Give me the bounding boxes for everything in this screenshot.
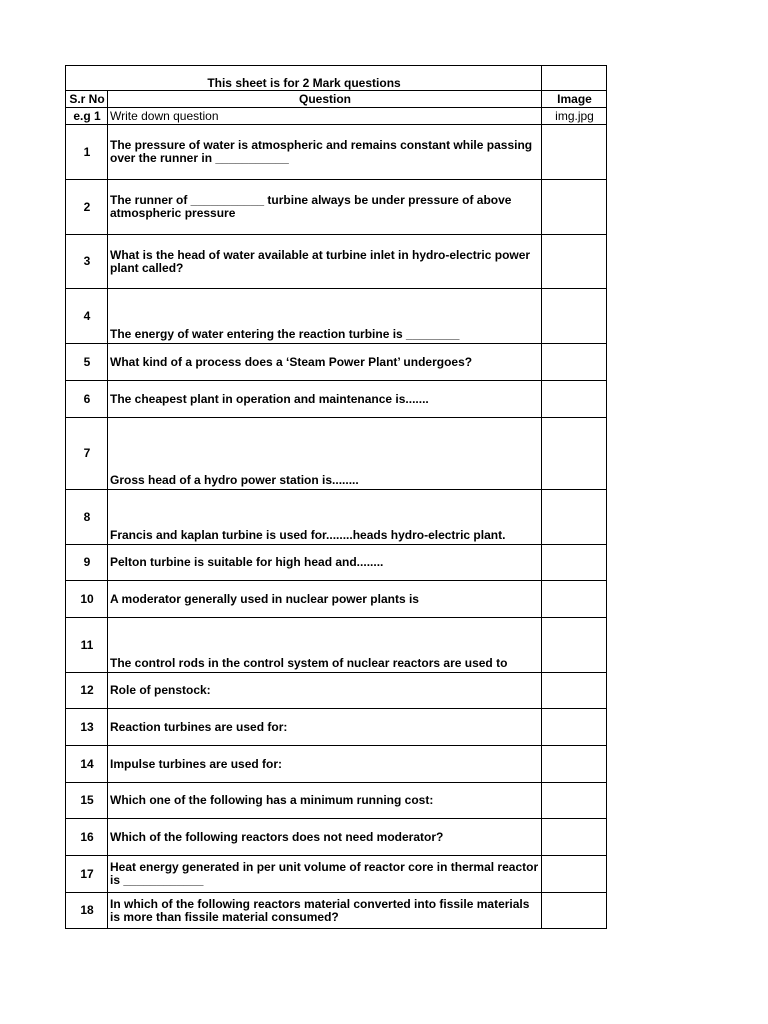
row-image — [542, 289, 607, 344]
table-row — [66, 289, 607, 344]
row-sr-no: 8 — [66, 490, 108, 545]
row-sr-no: 7 — [66, 418, 108, 490]
table-row — [66, 783, 607, 819]
table-row — [66, 618, 607, 673]
row-question: The runner of ___________ turbine always be under pressure of above atmospheric pressure — [108, 180, 542, 235]
row-question: Impulse turbines are used for: — [108, 746, 542, 783]
table-row — [66, 893, 607, 929]
row-sr-no: 17 — [66, 856, 108, 893]
example-image: img.jpg — [542, 108, 607, 125]
table-row — [66, 856, 607, 893]
row-sr-no: 13 — [66, 709, 108, 746]
question-sheet-table — [65, 65, 607, 929]
row-question: What is the head of water available at turbine inlet in hydro-electric power plant called? — [108, 235, 542, 289]
row-image — [542, 819, 607, 856]
table-row — [66, 235, 607, 289]
row-sr-no: 3 — [66, 235, 108, 289]
row-image — [542, 618, 607, 673]
row-question: The pressure of water is atmospheric and remains constant while passing over the runner in ___________ — [108, 125, 542, 180]
row-sr-no: 10 — [66, 581, 108, 618]
row-image — [542, 490, 607, 545]
row-sr-no: 14 — [66, 746, 108, 783]
row-question: The control rods in the control system of nuclear reactors are used to — [108, 618, 542, 673]
header-image: Image — [542, 91, 607, 108]
row-question: Francis and kaplan turbine is used for........heads hydro-electric plant. — [108, 490, 542, 545]
row-sr-no: 5 — [66, 344, 108, 381]
row-image — [542, 381, 607, 418]
table-row — [66, 746, 607, 783]
row-image — [542, 709, 607, 746]
row-image — [542, 180, 607, 235]
table-row — [66, 344, 607, 381]
table-row — [66, 381, 607, 418]
title-image-cell — [542, 66, 607, 91]
row-sr-no: 9 — [66, 545, 108, 581]
row-sr-no: 11 — [66, 618, 108, 673]
table-row — [66, 673, 607, 709]
row-image — [542, 344, 607, 381]
row-sr-no: 4 — [66, 289, 108, 344]
row-question: Which of the following reactors does not need moderator? — [108, 819, 542, 856]
table-row — [66, 545, 607, 581]
table-row — [66, 819, 607, 856]
row-image — [542, 856, 607, 893]
row-image — [542, 746, 607, 783]
row-sr-no: 18 — [66, 893, 108, 929]
row-question: The cheapest plant in operation and maintenance is....... — [108, 381, 542, 418]
title-row — [66, 66, 607, 91]
row-question: Pelton turbine is suitable for high head and........ — [108, 545, 542, 581]
row-question: Which one of the following has a minimum running cost: — [108, 783, 542, 819]
row-image — [542, 783, 607, 819]
row-sr-no: 12 — [66, 673, 108, 709]
table-row — [66, 581, 607, 618]
row-sr-no: 15 — [66, 783, 108, 819]
table-row — [66, 709, 607, 746]
header-question: Question — [108, 91, 542, 108]
row-sr-no: 6 — [66, 381, 108, 418]
row-image — [542, 545, 607, 581]
row-question: Gross head of a hydro power station is........ — [108, 418, 542, 490]
example-row — [66, 108, 607, 125]
row-sr-no: 2 — [66, 180, 108, 235]
row-question: A moderator generally used in nuclear power plants is — [108, 581, 542, 618]
table-row — [66, 418, 607, 490]
header-sr-no: S.r No — [66, 91, 108, 108]
sheet-title: This sheet is for 2 Mark questions — [66, 66, 542, 91]
row-question: The energy of water entering the reaction turbine is ________ — [108, 289, 542, 344]
row-question: In which of the following reactors material converted into fissile materials is more than fissile material consumed? — [108, 893, 542, 929]
table-row — [66, 180, 607, 235]
row-image — [542, 125, 607, 180]
row-question: Heat energy generated in per unit volume of reactor core in thermal reactor is ____________ — [108, 856, 542, 893]
example-sr-no: e.g 1 — [66, 108, 108, 125]
example-question: Write down question — [108, 108, 542, 125]
row-image — [542, 418, 607, 490]
table-row — [66, 125, 607, 180]
row-image — [542, 581, 607, 618]
header-row — [66, 91, 607, 108]
row-question: Role of penstock: — [108, 673, 542, 709]
row-image — [542, 673, 607, 709]
row-question: Reaction turbines are used for: — [108, 709, 542, 746]
row-sr-no: 1 — [66, 125, 108, 180]
row-sr-no: 16 — [66, 819, 108, 856]
row-image — [542, 893, 607, 929]
row-question: What kind of a process does a ‘Steam Power Plant’ undergoes? — [108, 344, 542, 381]
row-image — [542, 235, 607, 289]
table-row — [66, 490, 607, 545]
